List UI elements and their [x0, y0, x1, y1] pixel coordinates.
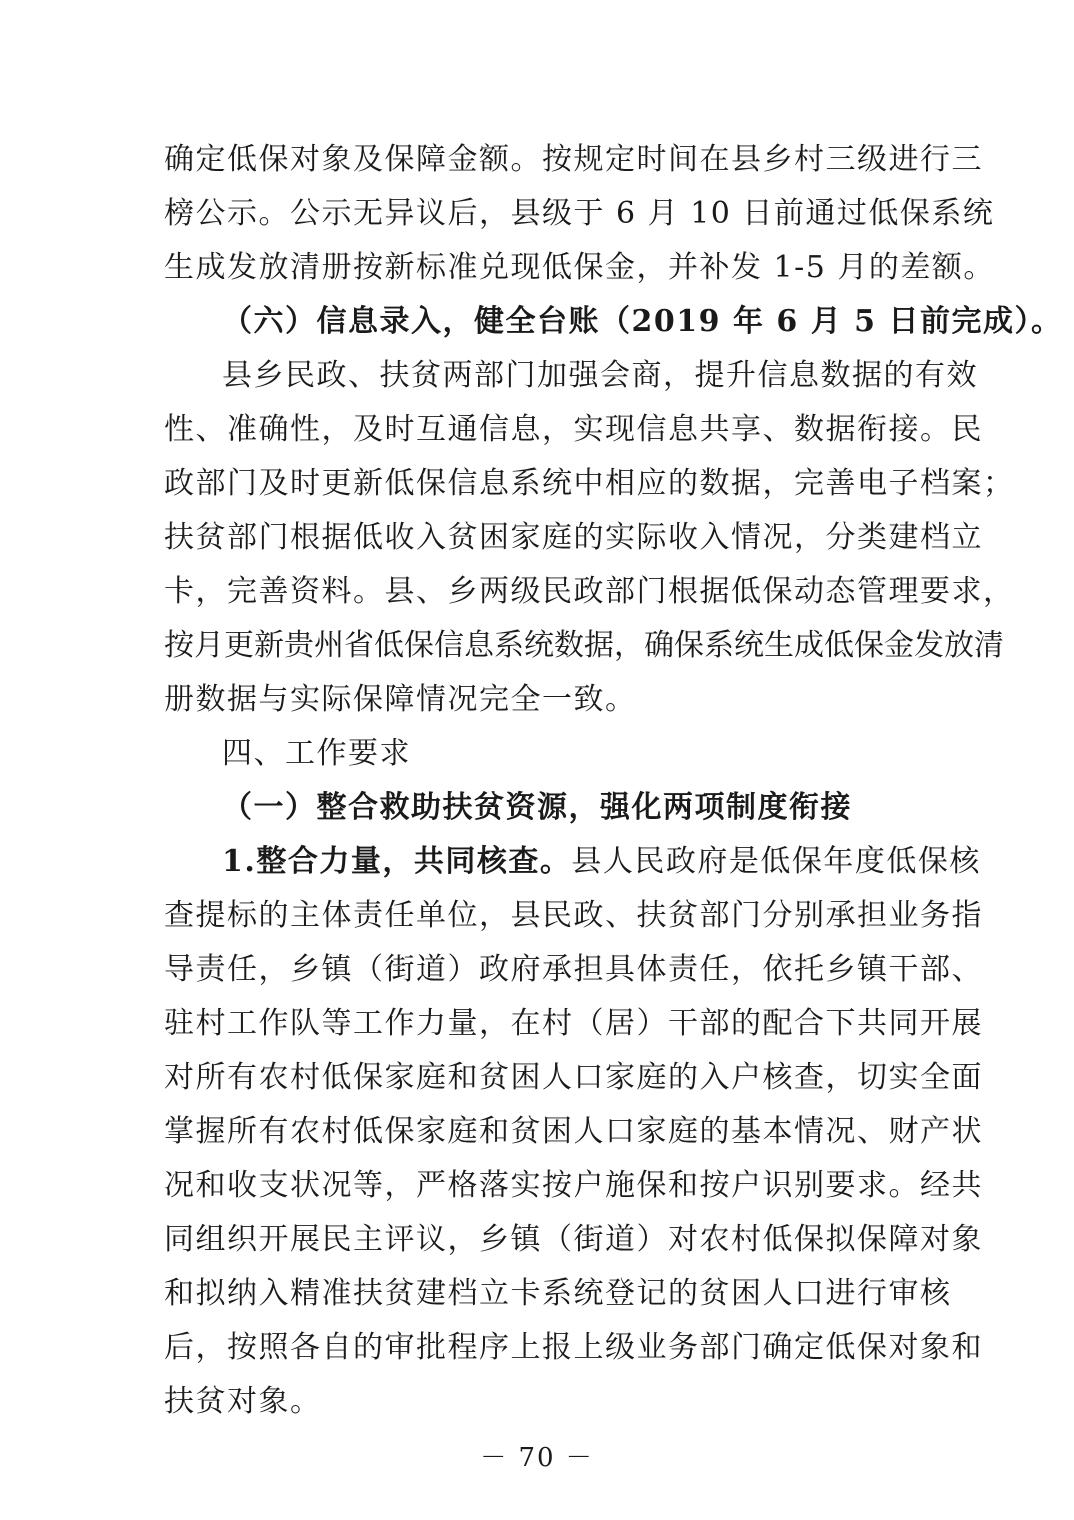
paragraph-line: 对所有农村低保家庭和贫困人口家庭的入户核查，切实全面	[164, 1060, 983, 1095]
paragraph-line: 和拟纳入精准扶贫建档立卡系统登记的贫困人口进行审核	[164, 1276, 952, 1311]
item-first-line	[222, 842, 982, 882]
paragraph-line: 扶贫部门根据低收入贫困家庭的实际收入情况，分类建档立	[164, 520, 983, 555]
item-lead-rest: 县人民政府是低保年度低保核	[571, 844, 981, 879]
paragraph-line: 导责任，乡镇（街道）政府承担具体责任，依托乡镇干部、	[164, 952, 983, 987]
paragraph-line: 掌握所有农村低保家庭和贫困人口家庭的基本情况、财产状	[164, 1114, 983, 1149]
paragraph-line: 同组织开展民主评议，乡镇（街道）对农村低保拟保障对象	[164, 1222, 983, 1257]
paragraph-line: 生成发放清册按新标准兑现低保金，并补发 1-5 月的差额。	[164, 250, 995, 285]
item-bold-lead: 1.整合力量，共同核查。	[222, 844, 572, 879]
paragraph-line: 查提标的主体责任单位，县民政、扶贫部门分别承担业务指	[164, 898, 983, 933]
subsection-heading: （六）信息录入，健全台账（2019 年 6 月 5 日前完成）。	[222, 304, 1063, 339]
paragraph-line: 性、准确性，及时互通信息，实现信息共享、数据衔接。民	[164, 412, 983, 447]
paragraph-line: 况和收支状况等，严格落实按户施保和按户识别要求。经共	[164, 1168, 983, 1203]
paragraph-line: 县乡民政、扶贫两部门加强会商，提升信息数据的有效	[222, 358, 978, 393]
paragraph-line: 榜公示。公示无异议后，县级于 6 月 10 日前通过低保系统	[164, 196, 995, 231]
paragraph-line: 按月更新贵州省低保信息系统数据，确保系统生成低保金发放清	[164, 628, 1004, 663]
paragraph-line: 册数据与实际保障情况完全一致。	[164, 682, 637, 717]
paragraph-line: 驻村工作队等工作力量，在村（居）干部的配合下共同开展	[164, 1006, 983, 1041]
paragraph-line: 卡，完善资料。县、乡两级民政部门根据低保动态管理要求，	[164, 574, 1015, 609]
page-number: － 70 －	[480, 1443, 594, 1473]
paragraph-line: 扶贫对象。	[164, 1384, 322, 1419]
subsection-heading: （一）整合救助扶贫资源，强化两项制度衔接	[222, 790, 852, 825]
section-heading: 四、工作要求	[222, 736, 411, 771]
paragraph-line: 政部门及时更新低保信息系统中相应的数据，完善电子档案；	[164, 466, 1015, 501]
paragraph-line: 确定低保对象及保障金额。按规定时间在县乡村三级进行三	[164, 142, 983, 177]
paragraph-line: 后，按照各自的审批程序上报上级业务部门确定低保对象和	[164, 1330, 983, 1365]
